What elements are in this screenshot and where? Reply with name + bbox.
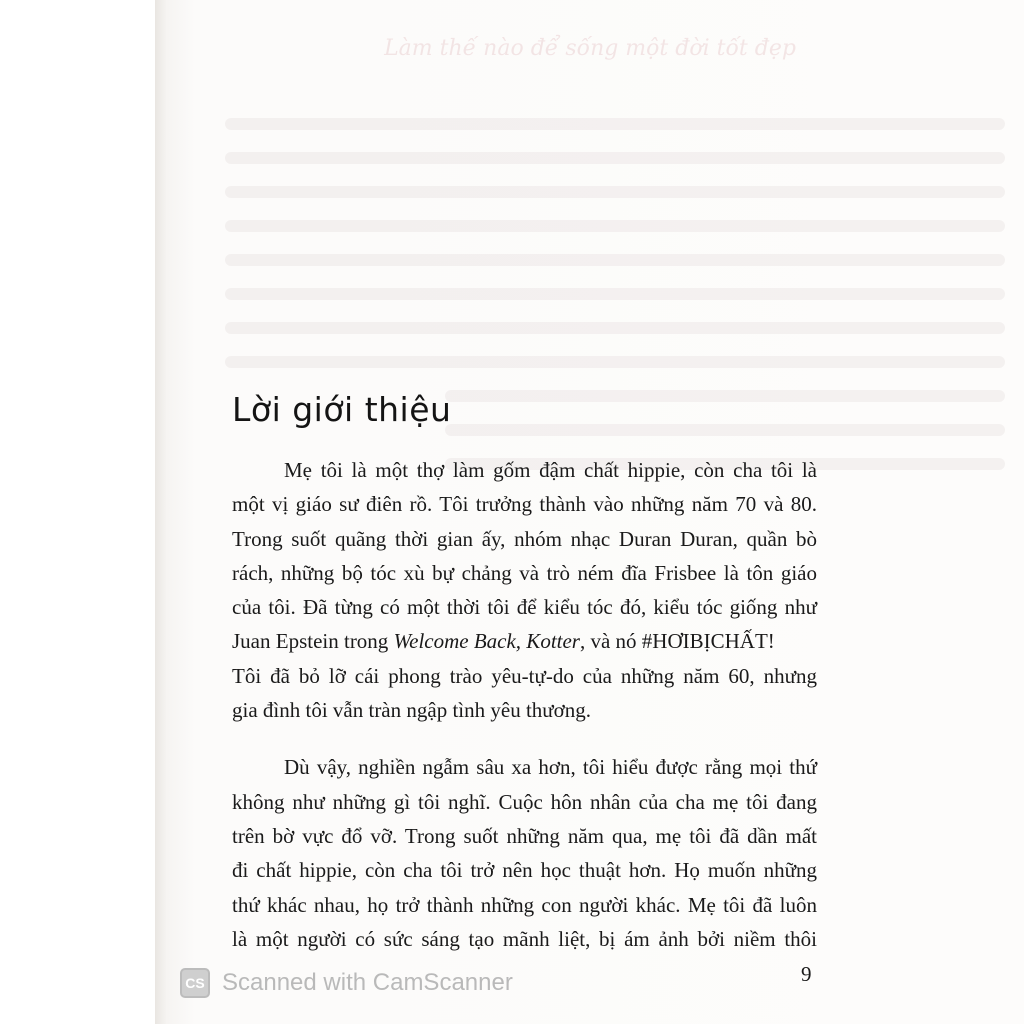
watermark-text: Scanned with CamScanner xyxy=(222,969,513,996)
text-line: Mẹ tôi là một thợ làm gốm đậm chất hippie, còn cha tôi là xyxy=(284,458,817,482)
text-line: Dù vậy, nghiền ngẫm sâu xa hơn, tôi hiểu được rằng mọi thứ xyxy=(284,755,817,780)
text-line: của tôi. Đã từng có một thời tôi để kiểu tóc đó, kiểu tóc giống như xyxy=(232,595,817,620)
text-line xyxy=(232,624,817,658)
text-line: là một người có sức sáng tạo mãnh liệt, bị ám ảnh bởi niềm thôi xyxy=(232,926,817,951)
text-line: gia đình tôi vẫn tràn ngập tình yêu thương. xyxy=(232,698,592,723)
text-segment: Juan Epstein trong xyxy=(232,629,394,654)
camscanner-logo-icon: CS xyxy=(180,968,210,998)
text-segment: , và nó #HƠIBỊCHẤT! xyxy=(579,629,775,654)
text-line: không như những gì tôi nghĩ. Cuộc hôn nhân của cha mẹ tôi đang xyxy=(232,789,817,814)
show-title: Welcome Back, Kotter xyxy=(393,629,580,654)
text-line: rách, những bộ tóc xù bự chảng và trò ném đĩa Frisbee là tôn giáo xyxy=(232,560,817,585)
text-line: Tôi đã bỏ lỡ cái phong trào yêu-tự-do của những năm 60, nhưng xyxy=(232,663,817,688)
body-text xyxy=(232,453,817,956)
page-number: 9 xyxy=(801,962,812,986)
text-line: trên bờ vực đổ vỡ. Trong suốt những năm qua, mẹ tôi đã dần mất xyxy=(232,823,817,848)
text-line: đi chất hippie, còn cha tôi trở nên học thuật hơn. Họ muốn những xyxy=(232,858,817,883)
bleed-through-running-header: Làm thế nào để sống một đời tốt đẹp xyxy=(384,36,796,61)
text-line: thứ khác nhau, họ trở thành những con người khác. Mẹ tôi đã luôn xyxy=(232,892,817,917)
chapter-title: Lời giới thiệu xyxy=(232,390,452,429)
camscanner-watermark xyxy=(180,966,513,1000)
text-line: Trong suốt quãng thời gian ấy, nhóm nhạc Duran Duran, quần bò xyxy=(232,526,817,551)
text-line: một vị giáo sư điên rồ. Tôi trưởng thành vào những năm 70 và 80. xyxy=(232,492,817,517)
book-page xyxy=(155,0,1024,1024)
scan-margin xyxy=(0,0,155,1024)
